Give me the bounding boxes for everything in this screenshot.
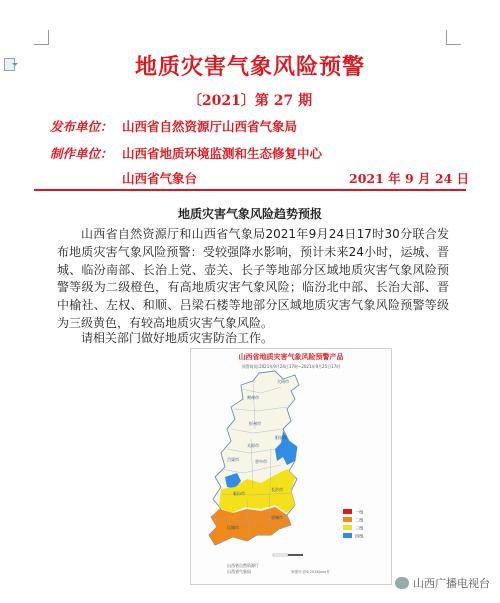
city-label-datong: 大同市 — [277, 379, 289, 384]
legend-swatch-level-2 — [343, 517, 352, 522]
body-paragraph-2: 请相关部门做好地质灾害防治工作。 — [81, 331, 274, 345]
watermark-text: 山西广播电视台 — [413, 577, 490, 590]
producer2-value: 山西省气象台 — [122, 171, 198, 186]
producer-label: 制作单位： — [50, 146, 113, 161]
publisher-value: 山西省自然资源厅山西省气象局 — [122, 119, 298, 134]
publisher-row — [50, 117, 113, 135]
legend-swatch-level-1 — [343, 509, 352, 514]
map-legend — [343, 509, 364, 540]
publisher-label: 发布单位： — [50, 119, 113, 134]
warning-map-svg — [191, 349, 391, 584]
legend-label-level-4: 四级 — [355, 533, 364, 539]
map-subtitle: 预警时间:2021年9月24日17时~2021年9月25日17时 — [241, 364, 341, 369]
wechat-icon — [395, 577, 409, 589]
legend-label-level-2: 二级 — [355, 517, 364, 523]
map-footer-2: 山西省气象局 — [227, 569, 251, 574]
city-label-taiyuan: 太原市 — [247, 443, 259, 448]
section-subtitle: 地质灾害气象风险趋势预报 — [177, 207, 322, 221]
city-label-changzhi: 长治市 — [271, 487, 283, 492]
legend-label-level-3: 三级 — [355, 525, 364, 531]
map-footer-3: 审图号:晋S(2018)xxx号 — [291, 570, 330, 574]
body-paragraph-1: 山西省自然资源厅和山西省气象局2021年9月24日17时30分联合发布地质灾害气象风险预警：受较强降水影响，预计未来24小时，运城、晋城、临汾南部、长治上党、壶关、长子等地部分区域地质灾害气象风险预警等级为二级橙色，有高地质灾害气象风险；临汾北中部、长治大部、晋中榆社、左权、和顺、吕梁石楼等地部分区域地质灾害气象风险预警等级为三级黄色，有较高地质灾害气象风险。 — [57, 227, 449, 330]
city-label-jincheng: 晋城市 — [271, 515, 283, 520]
legend-label-level-1: 一级 — [355, 509, 364, 515]
map-footer-1: 山西省自然资源厅 — [227, 563, 259, 568]
city-label-linfen: 临汾市 — [233, 491, 245, 496]
channel-watermark — [395, 575, 490, 591]
city-label-yuncheng: 运城市 — [227, 525, 239, 530]
map-title: 山西省地质灾害气象风险预警产品 — [238, 353, 344, 361]
producer-row — [50, 144, 113, 162]
document-title: 地质灾害气象风险预警 — [134, 54, 365, 80]
city-label-lvliang: 吕梁市 — [227, 457, 239, 462]
city-label-shuozhou: 朔州市 — [247, 395, 259, 400]
legend-swatch-level-4 — [343, 533, 352, 538]
header-divider — [34, 189, 466, 191]
producer-value: 山西省地质环境监测和生态修复中心 — [122, 146, 323, 161]
warning-map-figure — [190, 348, 392, 585]
city-label-yangquan: 阳泉市 — [275, 435, 287, 440]
crop-mark-top-right — [446, 30, 461, 45]
city-label-jinzhong: 晋中市 — [255, 459, 267, 464]
scale-bar — [273, 554, 303, 556]
issue-date: 2021 年 9 月 24 日 — [349, 171, 470, 186]
issue-number: 〔2021〕第 27 期 — [187, 93, 313, 109]
crop-mark-top-left — [34, 30, 49, 45]
legend-swatch-level-3 — [343, 525, 352, 530]
city-label-xinzhou: 忻州市 — [249, 421, 261, 426]
